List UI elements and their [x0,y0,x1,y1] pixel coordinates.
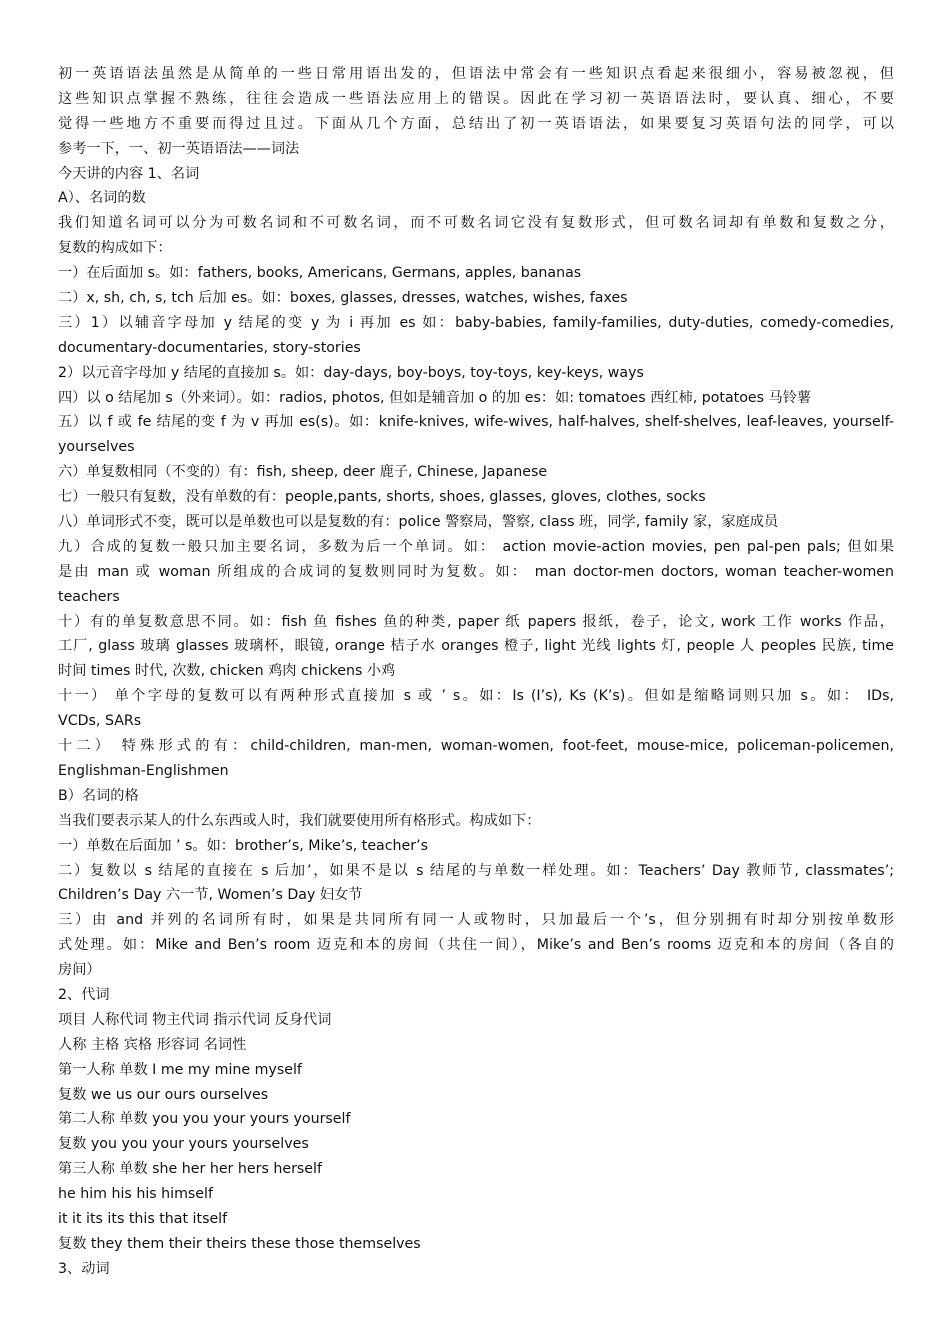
text-line: 房间） [58,962,101,979]
text-line: Children’s Day 六一节, Women’s Day 妇女节 [58,887,363,904]
text-line: 五）以 f 或 fe 结尾的变 f 为 v 再加 es(s)。如：knife-knives, wife-wives, half-halves, shelf-shelves, leaf-leaves, yourself- [58,414,894,431]
text-line: 2）以元音字母加 y 结尾的直接加 s。如：day-days, boy-boys, toy-toys, key-keys, ways [58,364,644,381]
text-line: 二）复数以 s 结尾的直接在 s 后加’，如果不是以 s 结尾的与单数一样处理。如：Teachers’ Day 教师节, classmates’; [58,862,894,879]
document-page [58,62,894,1282]
text-line: 二）x, sh, ch, s, tch 后加 es。如：boxes, glasses, dresses, watches, wishes, faxes [58,290,628,307]
text-line: 三）由 and 并列的名词所有时，如果是共同所有同一人或物时，只加最后一个’s，但分别拥有时却分别按单数形 [58,912,894,929]
text-line: 第三人称 单数 she her her hers herself [58,1161,322,1178]
text-line: 项目 人称代词 物主代词 指示代词 反身代词 [58,1011,332,1028]
text-line: 这些知识点掌握不熟练，往往会造成一些语法应用上的错误。因此在学习初一英语语法时，要认真、细心，不要 [58,90,894,107]
text-line: 觉得一些地方不重要而得过且过。下面从几个方面，总结出了初一英语语法，如果要复习英语句法的同学，可以 [58,115,894,132]
text-line: 七）一般只有复数，没有单数的有：people,pants, shorts, shoes, glasses, gloves, clothes, socks [58,489,706,506]
text-line: 十二） 特殊形式的有：child-children, man-men, woman-women, foot-feet, mouse-mice, policeman-policemen, [58,738,894,755]
text-line: teachers [58,588,120,605]
text-line: 六）单复数相同（不变的）有：fish, sheep, deer 鹿子, Chinese, Japanese [58,464,548,481]
text-line: B）名词的格 [58,787,139,804]
text-line: 十一） 单个字母的复数可以有两种形式直接加 s 或 ’ s。如：Is (I’s), Ks (K’s)。但如是缩略词则只加 s。如： IDs, [58,688,894,705]
text-line: 式处理。如：Mike and Ben’s room 迈克和本的房间（共住一间），Mike’s and Ben’s rooms 迈克和本的房间（各自的 [58,937,894,954]
text-line: 一）在后面加 s。如：fathers, books, Americans, Germans, apples, bananas [58,265,582,282]
text-line: 人称 主格 宾格 形容词 名词性 [58,1036,247,1053]
text-line: 复数 we us our ours ourselves [58,1086,269,1103]
text-line: 八）单词形式不变，既可以是单数也可以是复数的有：police 警察局，警察, class 班，同学, family 家，家庭成员 [58,514,779,531]
text-line: 3、动词 [58,1260,110,1277]
text-line: 复数 you you your yours yourselves [58,1136,309,1153]
text-line: VCDs, SARs [58,713,142,730]
text-line: 当我们要表示某人的什么东西或人时，我们就要使用所有格形式。构成如下： [58,812,541,829]
text-line: 三）1）以辅音字母加 y 结尾的变 y 为 i 再加 es 如：baby-babies, family-families, duty-duties, comedy-comedies, [58,314,894,331]
text-line: 今天讲的内容 1、名词 [58,165,200,182]
text-line: 四）以 o 结尾加 s（外来词）。如：radios, photos, 但如是辅音加 o 的加 es：如: tomatoes 西红柿, potatoes 马铃薯 [58,389,812,406]
text-line: 初一英语语法虽然是从简单的一些日常用语出发的，但语法中常会有一些知识点看起来很细小，容易被忽视，但 [58,66,894,82]
text-line: 我们知道名词可以分为可数名词和不可数名词，而不可数名词它没有复数形式，但可数名词却有单数和复数之分， [58,215,894,232]
text-line: 一）单数在后面加 ’ s。如：brother’s, Mike’s, teacher’s [58,837,429,854]
text-line: 复数 they them their theirs these those themselves [58,1235,421,1252]
text-line: 参考一下，一、初一英语语法——词法 [58,140,300,157]
text-line: 九）合成的复数一般只加主要名词，多数为后一个单词。如： action movie-action movies, pen pal-pen pals; 但如果 [58,538,894,555]
text-line: documentary-documentaries, story-stories [58,339,361,356]
text-line: 十）有的单复数意思不同。如：fish 鱼 fishes 鱼的种类, paper 纸 papers 报纸，卷子，论文, work 工作 works 作品， [58,613,894,630]
text-line: it it its its this that itself [58,1210,228,1227]
text-line: 第二人称 单数 you you your yours yourself [58,1111,351,1128]
text-line: A）、名词的数 [58,190,146,207]
text-line: 工厂, glass 玻璃 glasses 玻璃杯，眼镜, orange 桔子水 oranges 橙子, light 光线 lights 灯, people 人 peoples 民族, time [58,638,894,655]
text-line: 2、代词 [58,986,110,1003]
text-line: 是由 man 或 woman 所组成的合成词的复数则同时为复数。如： man doctor-men doctors, woman teacher-women [58,563,894,580]
text-line: he him his his himself [58,1186,213,1203]
text-line: yourselves [58,439,135,456]
text-line: 时间 times 时代, 次数, chicken 鸡肉 chickens 小鸡 [58,663,396,680]
text-line: 复数的构成如下： [58,240,172,257]
text-line: 第一人称 单数 I me my mine myself [58,1061,302,1078]
text-line: Englishman-Englishmen [58,762,229,779]
